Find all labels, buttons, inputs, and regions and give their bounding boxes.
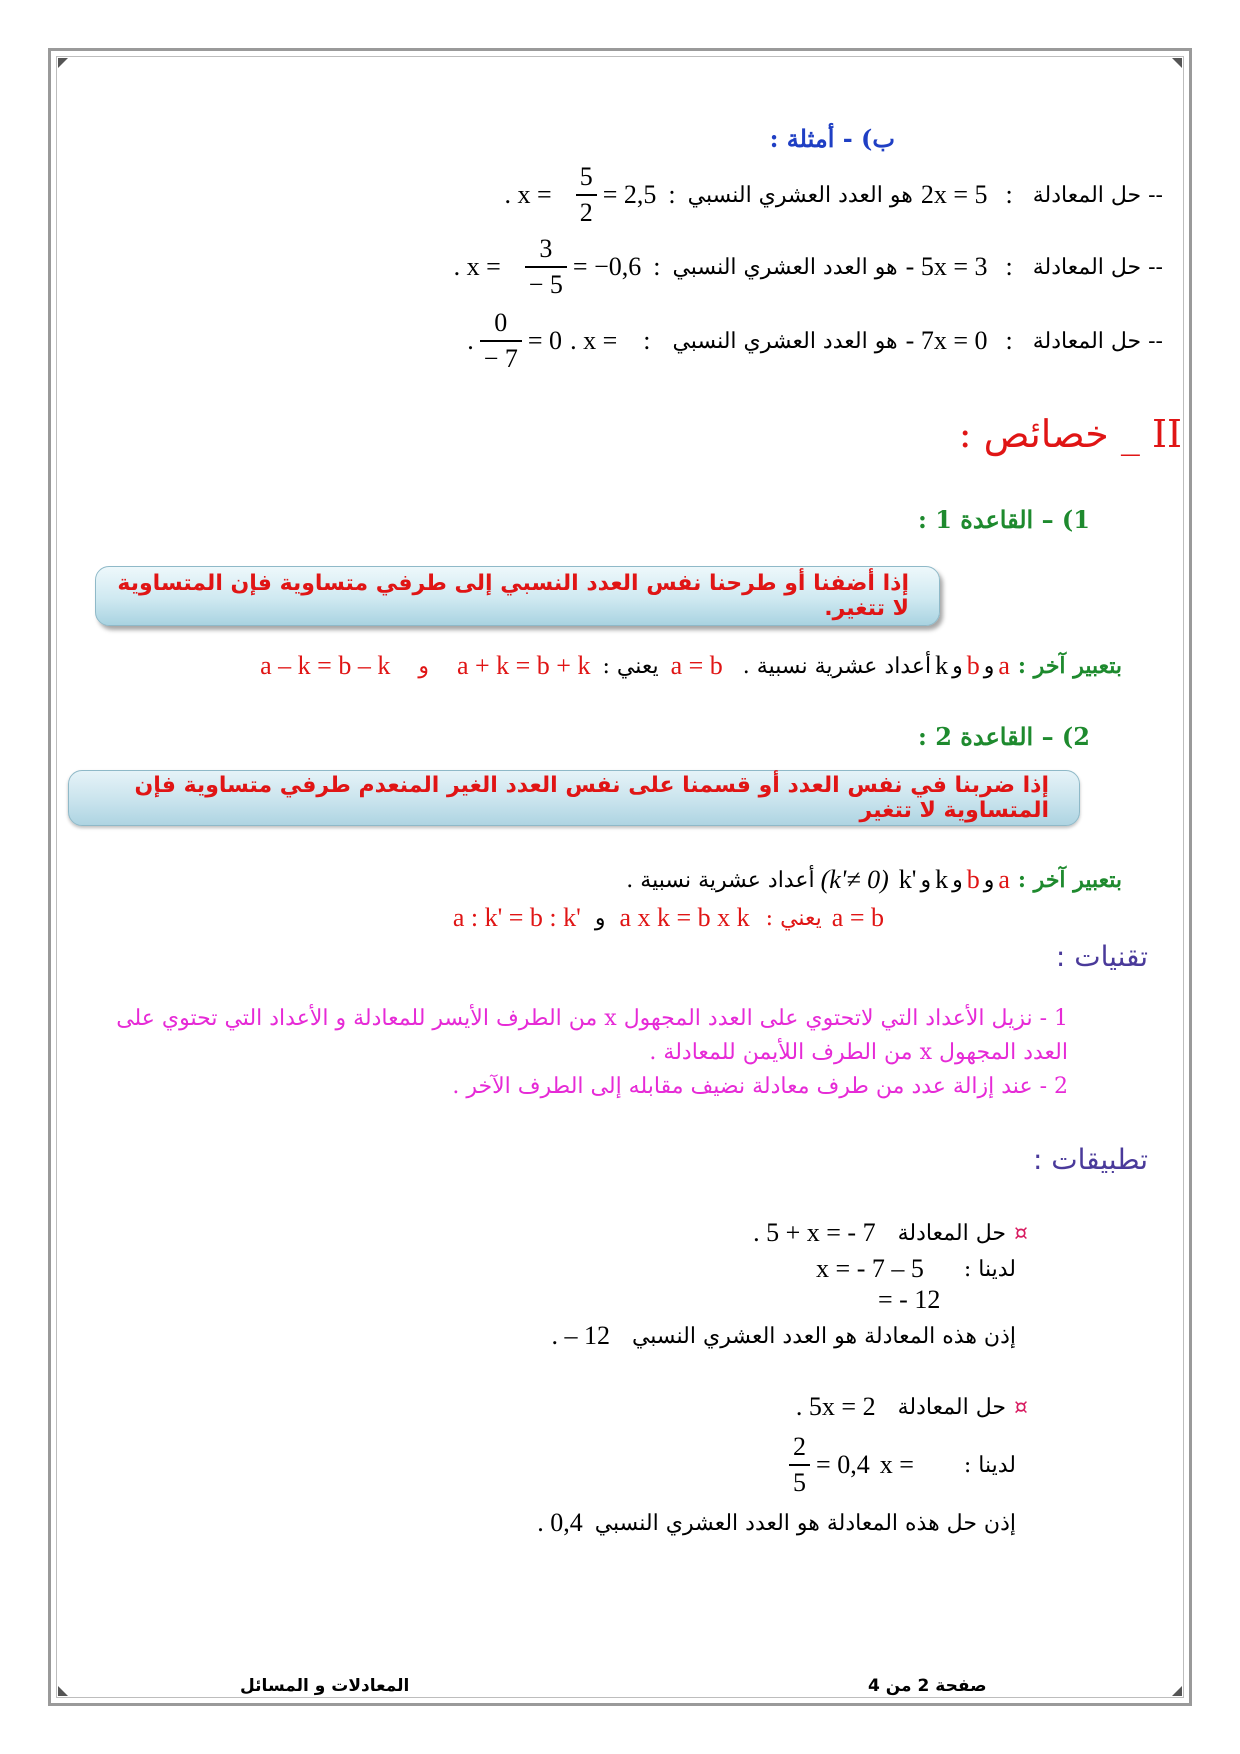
means-word: يعني : xyxy=(602,653,659,679)
technique-line-2: العدد المجهول x من الطرف اللأيمن للمعادلة . xyxy=(649,1040,1068,1065)
corner-ornament xyxy=(1172,58,1182,68)
example-prefix: -- حل المعادلة xyxy=(1032,328,1163,354)
we-have: لدينا : xyxy=(963,1256,1016,1282)
app-equation: . 5x = 2 xyxy=(795,1392,876,1421)
fraction-denominator: − 5 xyxy=(525,266,567,300)
fraction-numerator: 0 xyxy=(494,308,508,337)
technique-line-3: 2 - عند إزالة عدد من طرف معادلة نضيف مقابله إلى الطرف الآخر . xyxy=(452,1074,1068,1099)
app-conclusion: إذن هذه المعادلة هو العدد العشري النسبي xyxy=(631,1323,1016,1349)
app-answer: . – 12 xyxy=(551,1321,610,1350)
corner-ornament xyxy=(58,1686,68,1696)
and-word: و xyxy=(952,653,963,679)
and-word: و xyxy=(983,867,995,893)
expr-label: بتعبير آخر : xyxy=(1017,653,1122,679)
example-colon: : xyxy=(1005,326,1013,355)
rule2-label: 2) – القاعدة 2 : xyxy=(918,722,1090,751)
rule2-expression xyxy=(626,862,1122,898)
technique-line-1: 1 - نزيل الأعداد التي لاتحتوي على العدد المجهول x من الطرف الأيسر للمعادلة و الأعداد التي تحتوي على xyxy=(116,1006,1068,1031)
if-equality: a = b xyxy=(670,651,723,680)
and-word: و xyxy=(594,905,606,931)
and-word: و xyxy=(418,653,429,679)
example-row-3: -- حل المعادلة : - 7x = 0 هو العدد العشري النسبي : . x = = 0 $\frac{0}{- 7}$ . xyxy=(467,308,1163,373)
condition-nonzero: (k'≠ 0) xyxy=(820,865,889,894)
we-have: لدينا : xyxy=(963,1452,1016,1478)
means-word: يعني : xyxy=(765,905,822,931)
example-result: = −0,6 xyxy=(572,252,642,281)
app2-step-line xyxy=(783,1428,1016,1502)
example-colon: : xyxy=(653,252,661,281)
var-k: k xyxy=(935,865,949,894)
example-fraction xyxy=(525,234,567,300)
example-middle: هو العدد العشري النسبي xyxy=(687,182,913,208)
bullet-icon: ¤ xyxy=(1014,1394,1028,1420)
example-result: = 0 xyxy=(527,326,563,355)
app-conclusion: إذن حل هذه المعادلة هو العدد العشري النسبي xyxy=(594,1510,1016,1536)
example-fraction xyxy=(576,162,597,228)
app1-title-line xyxy=(753,1216,1028,1250)
var-k-prime: k' xyxy=(898,865,917,894)
fraction-denominator: 2 xyxy=(576,194,597,228)
var-a: a xyxy=(998,651,1010,680)
and-word: و xyxy=(983,653,995,679)
app-title: حل المعادلة xyxy=(897,1220,1006,1246)
var-a: a xyxy=(998,865,1010,894)
bullet-icon: ¤ xyxy=(1014,1220,1028,1246)
footer-title: المعادلات و المسائل xyxy=(240,1676,410,1696)
rule2-result-line xyxy=(453,900,884,936)
app-x-equals: x = xyxy=(879,1450,914,1479)
fraction-denominator: − 7 xyxy=(480,340,522,374)
example-prefix: -- حل المعادلة xyxy=(1032,182,1163,208)
var-k: k xyxy=(935,651,949,680)
result-equality-2: a – k = b – k xyxy=(260,651,391,680)
footer-page-number: صفحة 2 من 4 xyxy=(868,1676,987,1696)
example-equation: 2x = 5 xyxy=(920,180,988,209)
example-colon: : xyxy=(1005,252,1013,281)
examples-heading: ب) - أمثلة : xyxy=(769,124,895,153)
var-b: b xyxy=(966,651,980,680)
corner-ornament xyxy=(1172,1686,1182,1696)
fraction-numerator: 2 xyxy=(793,1432,807,1461)
corner-ornament xyxy=(58,58,68,68)
example-equation: - 5x = 3 xyxy=(905,252,988,281)
example-prefix: -- حل المعادلة xyxy=(1032,254,1163,280)
example-row-1 xyxy=(505,160,1163,230)
result-equality-2: a : k' = b : k' xyxy=(452,903,581,932)
techniques-heading: تقنيات : xyxy=(1055,940,1148,973)
example-tail: . x = xyxy=(570,326,618,355)
example-colon: : xyxy=(668,180,676,209)
rule1-expression xyxy=(260,648,1122,684)
example-row-2 xyxy=(454,232,1163,302)
and-word: و xyxy=(952,867,963,893)
fraction-numerator: 3 xyxy=(539,234,553,263)
applications-heading: تطبيقات : xyxy=(1032,1143,1148,1176)
app-equation: . 5 + x = - 7 xyxy=(753,1218,876,1247)
app-step-1: x = - 7 – 5 xyxy=(816,1254,924,1283)
app-title: حل المعادلة xyxy=(897,1394,1006,1420)
example-middle: هو العدد العشري النسبي xyxy=(672,328,898,354)
rule1-box xyxy=(95,566,940,626)
app-answer: . 0,4 xyxy=(537,1508,583,1537)
app1-step-line xyxy=(816,1252,1016,1286)
expr-label: بتعبير آخر : xyxy=(1017,867,1122,893)
rule1-text: إذا أضفنا أو طرحنا نفس العدد النسبي إلى طرفي متساوية فإن المتساوية لا تتغير. xyxy=(117,571,909,621)
example-colon: : xyxy=(1005,180,1013,209)
app2-conclusion-line xyxy=(537,1505,1016,1541)
fraction-numerator: 5 xyxy=(579,162,593,191)
example-tail: . x = xyxy=(453,252,501,281)
vars-description: أعداد عشرية نسبية . xyxy=(626,867,815,893)
result-equality-1: a + k = b + k xyxy=(456,651,591,680)
example-colon: : xyxy=(643,326,651,355)
rule1-label: 1) – القاعدة 1 : xyxy=(918,505,1090,534)
example-result: = 2,5 xyxy=(602,180,657,209)
app-fraction xyxy=(789,1432,810,1498)
app1-conclusion-line xyxy=(551,1318,1016,1354)
example-tail: . x = xyxy=(504,180,552,209)
rule2-text: إذا ضربنا في نفس العدد أو قسمنا على نفس العدد الغير المنعدم طرفي متساوية فإن المتساوية لا تتغير xyxy=(134,773,1049,823)
if-equality: a = b xyxy=(831,903,884,932)
properties-heading: II _ خصائص : xyxy=(958,412,1182,456)
rule2-box xyxy=(68,770,1080,826)
and-word: و xyxy=(920,867,932,893)
vars-description: أعداد عشرية نسبية . xyxy=(742,653,932,679)
result-equality-1: a x k = b x k xyxy=(619,903,750,932)
app-step-2: = - 12 xyxy=(878,1285,941,1314)
example-fraction xyxy=(480,308,522,374)
example-equation: - 7x = 0 xyxy=(905,326,988,355)
fraction-denominator: 5 xyxy=(789,1464,810,1498)
app-result: = 0,4 xyxy=(816,1450,870,1479)
var-b: b xyxy=(966,865,980,894)
example-middle: هو العدد العشري النسبي xyxy=(672,254,898,280)
app2-title-line xyxy=(796,1390,1028,1424)
